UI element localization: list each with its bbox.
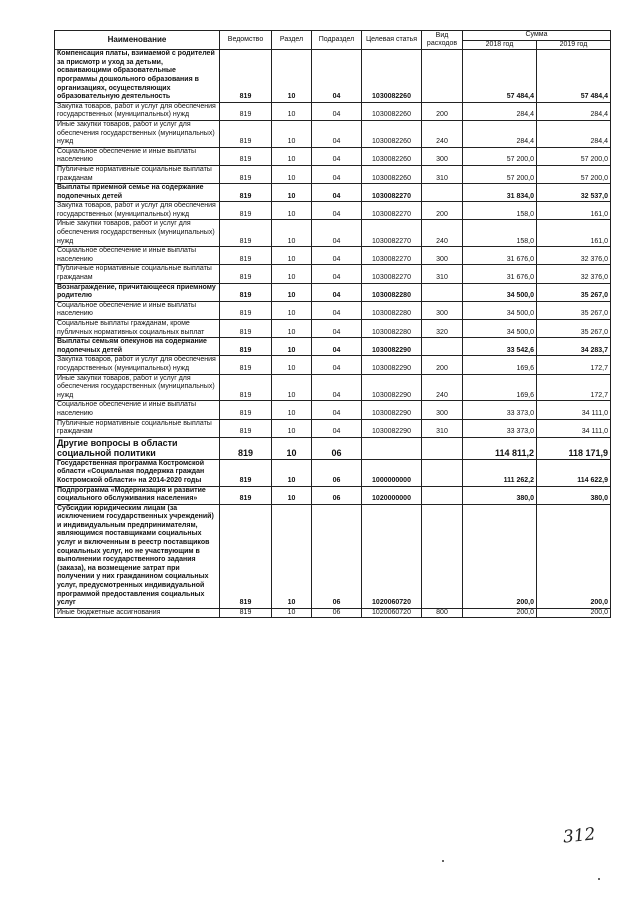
row-sum-2019: 57 484,4 bbox=[537, 50, 611, 103]
row-subsection: 06 bbox=[312, 459, 362, 486]
row-target: 1030082270 bbox=[362, 202, 422, 220]
row-target: 1020060720 bbox=[362, 504, 422, 608]
table-row bbox=[55, 504, 611, 608]
row-section: 10 bbox=[272, 283, 312, 301]
row-sum-2019: 118 171,9 bbox=[537, 437, 611, 459]
row-name: Закупка товаров, работ и услуг для обеспечения государственных (муниципальных) нужд bbox=[55, 356, 220, 374]
row-sum-2019: 32 537,0 bbox=[537, 184, 611, 202]
row-name: Субсидии юридическим лицам (за исключением государственных учреждений) и индивидуальным предпринимателям, являющимся поставщиками социальных услуг и включенным в реестр поставщиков социальных услуг, но не участвующим в выполнении государственного задания (заказа), на возмещение затрат при получении у них гражданином социальных услуг, предусмотренных индивидуальной программой предоставления социальных услуг bbox=[55, 504, 220, 608]
header-subsection: Подраздел bbox=[312, 31, 362, 50]
row-subsection: 04 bbox=[312, 301, 362, 319]
row-target: 1030082290 bbox=[362, 401, 422, 419]
row-dept: 819 bbox=[220, 50, 272, 103]
row-name: Выплаты семьям опекунов на содержание подопечных детей bbox=[55, 338, 220, 356]
row-target: 1030082270 bbox=[362, 265, 422, 283]
row-exp-type: 300 bbox=[422, 247, 463, 265]
row-dept: 819 bbox=[220, 247, 272, 265]
row-section: 10 bbox=[272, 374, 312, 401]
row-sum-2018: 57 200,0 bbox=[463, 165, 537, 183]
header-row bbox=[55, 31, 611, 41]
row-section: 10 bbox=[272, 356, 312, 374]
row-section: 10 bbox=[272, 301, 312, 319]
table-row bbox=[55, 102, 611, 120]
row-exp-type bbox=[422, 283, 463, 301]
row-sum-2018: 57 200,0 bbox=[463, 147, 537, 165]
row-sum-2018: 380,0 bbox=[463, 486, 537, 504]
row-name: Социальное обеспечение и иные выплаты населению bbox=[55, 247, 220, 265]
row-exp-type bbox=[422, 486, 463, 504]
table-row bbox=[55, 374, 611, 401]
row-dept: 819 bbox=[220, 320, 272, 338]
row-name: Иные закупки товаров, работ и услуг для обеспечения государственных (муниципальных) нужд bbox=[55, 120, 220, 147]
row-sum-2018: 31 676,0 bbox=[463, 247, 537, 265]
row-subsection: 04 bbox=[312, 165, 362, 183]
table-row bbox=[55, 419, 611, 437]
row-sum-2018: 284,4 bbox=[463, 102, 537, 120]
row-dept: 819 bbox=[220, 220, 272, 247]
row-subsection: 04 bbox=[312, 50, 362, 103]
budget-table bbox=[54, 30, 611, 618]
row-sum-2019: 57 200,0 bbox=[537, 165, 611, 183]
table-row bbox=[55, 338, 611, 356]
row-subsection: 06 bbox=[312, 504, 362, 608]
row-sum-2019: 200,0 bbox=[537, 504, 611, 608]
row-section: 10 bbox=[272, 401, 312, 419]
table-row bbox=[55, 165, 611, 183]
row-dept: 819 bbox=[220, 265, 272, 283]
scan-speck bbox=[442, 860, 444, 862]
row-name: Социальные выплаты гражданам, кроме публичных нормативных социальных выплат bbox=[55, 320, 220, 338]
row-target: 1030082260 bbox=[362, 165, 422, 183]
row-name: Иные закупки товаров, работ и услуг для обеспечения государственных (муниципальных) нужд bbox=[55, 374, 220, 401]
row-section: 10 bbox=[272, 486, 312, 504]
row-name: Закупка товаров, работ и услуг для обеспечения государственных (муниципальных) нужд bbox=[55, 102, 220, 120]
row-exp-type: 300 bbox=[422, 301, 463, 319]
row-sum-2019: 161,0 bbox=[537, 202, 611, 220]
row-exp-type: 240 bbox=[422, 220, 463, 247]
row-name: Социальное обеспечение и иные выплаты населению bbox=[55, 301, 220, 319]
row-dept: 819 bbox=[220, 504, 272, 608]
row-name: Публичные нормативные социальные выплаты гражданам bbox=[55, 265, 220, 283]
header-section: Раздел bbox=[272, 31, 312, 50]
row-subsection: 04 bbox=[312, 338, 362, 356]
row-sum-2018: 200,0 bbox=[463, 608, 537, 618]
row-dept: 819 bbox=[220, 301, 272, 319]
row-sum-2019: 284,4 bbox=[537, 102, 611, 120]
row-target: 1030082290 bbox=[362, 356, 422, 374]
row-sum-2019: 284,4 bbox=[537, 120, 611, 147]
row-exp-type bbox=[422, 504, 463, 608]
row-section: 10 bbox=[272, 437, 312, 459]
row-exp-type: 310 bbox=[422, 419, 463, 437]
table-row bbox=[55, 120, 611, 147]
row-section: 10 bbox=[272, 419, 312, 437]
table-row bbox=[55, 283, 611, 301]
row-target bbox=[362, 437, 422, 459]
row-section: 10 bbox=[272, 247, 312, 265]
header-target: Целевая статья bbox=[362, 31, 422, 50]
row-name: Публичные нормативные социальные выплаты гражданам bbox=[55, 419, 220, 437]
table-row bbox=[55, 437, 611, 459]
row-sum-2018: 31 834,0 bbox=[463, 184, 537, 202]
row-sum-2019: 200,0 bbox=[537, 608, 611, 618]
row-subsection: 04 bbox=[312, 265, 362, 283]
row-sum-2018: 111 262,2 bbox=[463, 459, 537, 486]
row-section: 10 bbox=[272, 265, 312, 283]
row-subsection: 04 bbox=[312, 220, 362, 247]
row-exp-type bbox=[422, 50, 463, 103]
row-sum-2018: 158,0 bbox=[463, 202, 537, 220]
table-row bbox=[55, 247, 611, 265]
row-name: Закупка товаров, работ и услуг для обеспечения государственных (муниципальных) нужд bbox=[55, 202, 220, 220]
row-exp-type: 200 bbox=[422, 102, 463, 120]
row-subsection: 04 bbox=[312, 147, 362, 165]
row-subsection: 04 bbox=[312, 202, 362, 220]
row-dept: 819 bbox=[220, 486, 272, 504]
row-subsection: 06 bbox=[312, 437, 362, 459]
row-dept: 819 bbox=[220, 401, 272, 419]
table-row bbox=[55, 486, 611, 504]
table-row bbox=[55, 608, 611, 618]
table-row bbox=[55, 147, 611, 165]
row-sum-2019: 57 200,0 bbox=[537, 147, 611, 165]
row-name: Социальное обеспечение и иные выплаты населению bbox=[55, 401, 220, 419]
row-section: 10 bbox=[272, 147, 312, 165]
row-sum-2018: 33 542,6 bbox=[463, 338, 537, 356]
row-dept: 819 bbox=[220, 283, 272, 301]
row-sum-2018: 169,6 bbox=[463, 374, 537, 401]
header-exp-type: Вид расходов bbox=[422, 31, 463, 50]
row-dept: 819 bbox=[220, 419, 272, 437]
row-sum-2018: 31 676,0 bbox=[463, 265, 537, 283]
row-section: 10 bbox=[272, 504, 312, 608]
row-exp-type bbox=[422, 338, 463, 356]
row-exp-type bbox=[422, 184, 463, 202]
row-section: 10 bbox=[272, 320, 312, 338]
row-dept: 819 bbox=[220, 459, 272, 486]
row-sum-2018: 34 500,0 bbox=[463, 320, 537, 338]
handwritten-page-number: 312 bbox=[562, 824, 597, 848]
row-name: Другие вопросы в области социальной политики bbox=[55, 437, 220, 459]
row-target: 1030082260 bbox=[362, 50, 422, 103]
row-target: 1030082290 bbox=[362, 419, 422, 437]
row-subsection: 06 bbox=[312, 608, 362, 618]
row-target: 1030082280 bbox=[362, 320, 422, 338]
row-sum-2018: 57 484,4 bbox=[463, 50, 537, 103]
row-sum-2019: 35 267,0 bbox=[537, 320, 611, 338]
row-target: 1030082270 bbox=[362, 184, 422, 202]
row-dept: 819 bbox=[220, 184, 272, 202]
row-sum-2018: 169,6 bbox=[463, 356, 537, 374]
row-exp-type bbox=[422, 437, 463, 459]
row-dept: 819 bbox=[220, 165, 272, 183]
row-subsection: 04 bbox=[312, 247, 362, 265]
table-row bbox=[55, 184, 611, 202]
row-subsection: 04 bbox=[312, 356, 362, 374]
row-name: Вознаграждение, причитающееся приемному родителю bbox=[55, 283, 220, 301]
row-sum-2019: 34 283,7 bbox=[537, 338, 611, 356]
row-sum-2018: 284,4 bbox=[463, 120, 537, 147]
row-name: Иные закупки товаров, работ и услуг для обеспечения государственных (муниципальных) нужд bbox=[55, 220, 220, 247]
row-sum-2019: 172,7 bbox=[537, 374, 611, 401]
row-sum-2018: 34 500,0 bbox=[463, 283, 537, 301]
row-target: 1000000000 bbox=[362, 459, 422, 486]
row-sum-2019: 34 111,0 bbox=[537, 419, 611, 437]
row-sum-2019: 32 376,0 bbox=[537, 247, 611, 265]
table-row bbox=[55, 320, 611, 338]
row-section: 10 bbox=[272, 459, 312, 486]
row-target: 1020060720 bbox=[362, 608, 422, 618]
row-dept: 819 bbox=[220, 147, 272, 165]
row-section: 10 bbox=[272, 184, 312, 202]
row-sum-2019: 32 376,0 bbox=[537, 265, 611, 283]
row-section: 10 bbox=[272, 608, 312, 618]
row-exp-type: 240 bbox=[422, 374, 463, 401]
row-subsection: 06 bbox=[312, 486, 362, 504]
row-target: 1030082290 bbox=[362, 338, 422, 356]
row-sum-2019: 114 622,9 bbox=[537, 459, 611, 486]
row-dept: 819 bbox=[220, 338, 272, 356]
row-name: Компенсация платы, взимаемой с родителей за присмотр и уход за детьми, осваивающими образовательные программы дошкольного образования в организациях, осуществляющих образовательную деятельность bbox=[55, 50, 220, 103]
row-sum-2019: 35 267,0 bbox=[537, 301, 611, 319]
row-target: 1030082260 bbox=[362, 147, 422, 165]
row-sum-2019: 380,0 bbox=[537, 486, 611, 504]
row-exp-type bbox=[422, 459, 463, 486]
row-section: 10 bbox=[272, 102, 312, 120]
row-section: 10 bbox=[272, 120, 312, 147]
row-name: Социальное обеспечение и иные выплаты населению bbox=[55, 147, 220, 165]
row-target: 1030082290 bbox=[362, 374, 422, 401]
row-target: 1030082280 bbox=[362, 283, 422, 301]
table-row bbox=[55, 401, 611, 419]
row-sum-2019: 161,0 bbox=[537, 220, 611, 247]
row-sum-2019: 34 111,0 bbox=[537, 401, 611, 419]
row-sum-2018: 33 373,0 bbox=[463, 401, 537, 419]
row-exp-type: 300 bbox=[422, 147, 463, 165]
row-target: 1030082270 bbox=[362, 220, 422, 247]
table-row bbox=[55, 202, 611, 220]
row-dept: 819 bbox=[220, 202, 272, 220]
row-dept: 819 bbox=[220, 120, 272, 147]
row-exp-type: 310 bbox=[422, 165, 463, 183]
row-target: 1020000000 bbox=[362, 486, 422, 504]
header-year-2018: 2018 год bbox=[463, 40, 537, 50]
row-sum-2019: 35 267,0 bbox=[537, 283, 611, 301]
row-sum-2019: 172,7 bbox=[537, 356, 611, 374]
table-row bbox=[55, 459, 611, 486]
row-subsection: 04 bbox=[312, 102, 362, 120]
row-subsection: 04 bbox=[312, 401, 362, 419]
row-subsection: 04 bbox=[312, 184, 362, 202]
row-dept: 819 bbox=[220, 356, 272, 374]
row-target: 1030082270 bbox=[362, 247, 422, 265]
row-subsection: 04 bbox=[312, 283, 362, 301]
row-section: 10 bbox=[272, 202, 312, 220]
row-subsection: 04 bbox=[312, 419, 362, 437]
row-target: 1030082280 bbox=[362, 301, 422, 319]
header-name: Наименование bbox=[55, 31, 220, 50]
row-section: 10 bbox=[272, 50, 312, 103]
table-row bbox=[55, 50, 611, 103]
row-dept: 819 bbox=[220, 437, 272, 459]
row-name: Иные бюджетные ассигнования bbox=[55, 608, 220, 618]
row-sum-2018: 200,0 bbox=[463, 504, 537, 608]
row-sum-2018: 34 500,0 bbox=[463, 301, 537, 319]
row-subsection: 04 bbox=[312, 374, 362, 401]
row-dept: 819 bbox=[220, 102, 272, 120]
scan-speck bbox=[598, 878, 600, 880]
row-name: Публичные нормативные социальные выплаты гражданам bbox=[55, 165, 220, 183]
row-section: 10 bbox=[272, 338, 312, 356]
table-row bbox=[55, 265, 611, 283]
header-sum: Сумма bbox=[463, 31, 611, 41]
table-row bbox=[55, 220, 611, 247]
header-year-2019: 2019 год bbox=[537, 40, 611, 50]
table-body bbox=[55, 50, 611, 618]
row-sum-2018: 158,0 bbox=[463, 220, 537, 247]
row-exp-type: 200 bbox=[422, 356, 463, 374]
table-row bbox=[55, 301, 611, 319]
row-subsection: 04 bbox=[312, 320, 362, 338]
row-exp-type: 320 bbox=[422, 320, 463, 338]
row-name: Выплаты приемной семье на содержание подопечных детей bbox=[55, 184, 220, 202]
row-subsection: 04 bbox=[312, 120, 362, 147]
row-sum-2018: 33 373,0 bbox=[463, 419, 537, 437]
row-dept: 819 bbox=[220, 374, 272, 401]
row-exp-type: 800 bbox=[422, 608, 463, 618]
row-target: 1030082260 bbox=[362, 120, 422, 147]
table-row bbox=[55, 356, 611, 374]
row-sum-2018: 114 811,2 bbox=[463, 437, 537, 459]
header-dept: Ведомство bbox=[220, 31, 272, 50]
row-name: Подпрограмма «Модернизация и развитие социального обслуживания населения» bbox=[55, 486, 220, 504]
row-exp-type: 300 bbox=[422, 401, 463, 419]
row-name: Государственная программа Костромской области «Социальная поддержка граждан Костромской области» на 2014-2020 годы bbox=[55, 459, 220, 486]
row-exp-type: 240 bbox=[422, 120, 463, 147]
row-section: 10 bbox=[272, 220, 312, 247]
row-target: 1030082260 bbox=[362, 102, 422, 120]
row-section: 10 bbox=[272, 165, 312, 183]
row-dept: 819 bbox=[220, 608, 272, 618]
row-exp-type: 200 bbox=[422, 202, 463, 220]
row-exp-type: 310 bbox=[422, 265, 463, 283]
